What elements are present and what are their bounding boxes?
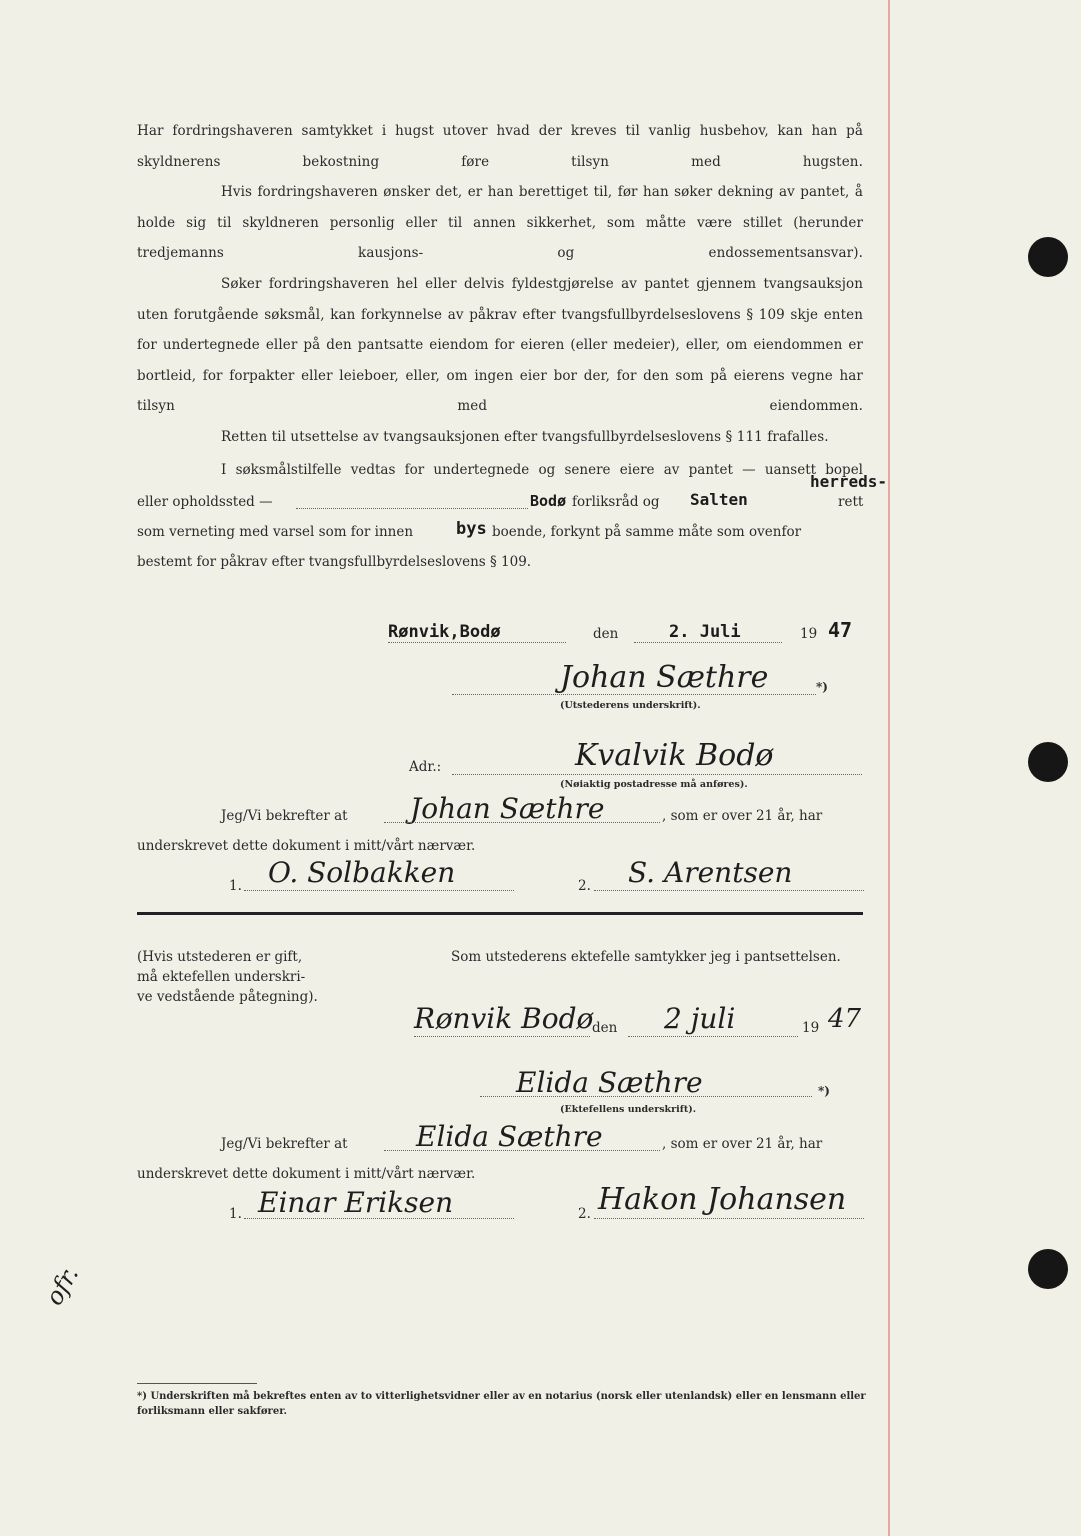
issuer-year-suffix: 47 xyxy=(828,618,853,642)
issuer-signature-mark: *) xyxy=(816,680,828,694)
venue-line-4: bestemt for påkrav efter tvangsfullbyrdelseslovens § 109. xyxy=(137,554,532,570)
spouse-signature: Elida Sæthre xyxy=(516,1066,703,1099)
issuer-confirm-name: Johan Sæthre xyxy=(410,792,605,825)
spouse-consent: Som utstederens ektefelle samtykker jeg i pantsettelsen. xyxy=(451,949,841,965)
footnote: *) Underskriften må bekreftes enten av to vitterlighetsvidner eller av en notarius (norsk eller utenlandsk) eller en lensmann eller forliksmann eller sakfører. xyxy=(137,1391,866,1417)
address-caption: (Nøiaktig postadresse må anføres). xyxy=(560,779,748,790)
venue-district: Salten xyxy=(690,490,748,509)
issuer-den-label: den xyxy=(593,626,619,642)
issuer-confirm-start: Jeg/Vi bekrefter at xyxy=(221,808,348,824)
paragraph-hugst: Har fordringshaveren samtykket i hugst utover hvad der kreves til vanlig husbehov, kan han på skyldnerens bekostning føre tilsyn med hugsten. xyxy=(137,123,863,170)
venue-herred: herreds- xyxy=(810,472,888,491)
issuer-place-dots xyxy=(388,642,566,643)
paragraph-sikkerhet: Hvis fordringshaveren ønsker det, er han berettiget til, før han søker dekning av pantet, å holde sig til skyldneren personlig eller til annen sikkerhet, som måtte være stillet (herunder tredjemanns kausjons- og endossementsansvar). xyxy=(137,184,863,261)
spouse-place: Rønvik Bodø xyxy=(414,1002,594,1035)
spouse-signature-caption: (Ektefellens underskrift). xyxy=(560,1104,697,1115)
spouse-note-line-1: (Hvis utstederen er gift, xyxy=(137,949,303,965)
footnote-rule xyxy=(137,1383,257,1384)
spouse-signature-line xyxy=(480,1096,812,1097)
issuer-date-dots xyxy=(634,642,782,643)
punch-hole-top xyxy=(1028,237,1068,277)
punch-hole-middle xyxy=(1028,742,1068,782)
issuer-place: Rønvik,Bodø xyxy=(388,622,501,642)
issuer-signature-line xyxy=(452,694,816,695)
address-value: Kvalvik Bodø xyxy=(575,738,774,773)
spouse-date-dots xyxy=(628,1036,798,1037)
spouse-witness-1-line xyxy=(244,1218,514,1219)
issuer-date: 2. Juli xyxy=(669,622,741,642)
issuer-witness-1-line xyxy=(244,890,514,891)
spouse-place-dots xyxy=(414,1036,590,1037)
venue-forliksrad: forliksråd og xyxy=(572,494,660,510)
issuer-confirm-end: , som er over 21 år, har xyxy=(662,808,823,824)
address-line xyxy=(452,774,862,775)
venue-line-2-start: eller opholdssted — xyxy=(137,494,273,510)
spouse-confirm-dots xyxy=(384,1150,660,1151)
issuer-witness-1: O. Solbakken xyxy=(268,856,456,889)
venue-rett: rett xyxy=(838,494,864,510)
venue-line-3-start: som verneting med varsel som for innen xyxy=(137,524,414,540)
issuer-confirm-dots xyxy=(384,822,660,823)
spouse-note-line-3: ve vedstående påtegning). xyxy=(137,989,318,1005)
paragraph-tvangsauksjon: Søker fordringshaveren hel eller delvis fyldestgjørelse av pantet gjennem tvangsauksjon uten forutgående søksmål, kan forkynnelse av påkrav efter tvangsfullbyrdelseslovens § 109 skje enten for undertegnede eller på den pantsatte eiendom for eieren (eller medeier), eller, om eiendommen er bortleid, for forpakter eller leieboer, eller, om ingen eier bor der, for den som på eierens vegne har tilsyn med eiendommen. xyxy=(137,276,863,414)
issuer-witness-1-number: 1. xyxy=(229,878,242,894)
spouse-confirm-name: Elida Sæthre xyxy=(416,1120,603,1153)
spouse-confirm-start: Jeg/Vi bekrefter at xyxy=(221,1136,348,1152)
venue-dotted-line xyxy=(296,508,528,509)
issuer-signature-caption: (Utstederens underskrift). xyxy=(560,700,701,711)
spouse-witness-2-number: 2. xyxy=(578,1206,591,1222)
issuer-year-prefix: 19 xyxy=(800,626,818,642)
spouse-year-prefix: 19 xyxy=(802,1020,820,1036)
venue-line-1: I søksmålstilfelle vedtas for undertegnede og senere eiere av pantet — uansett bopel xyxy=(221,462,863,478)
spouse-witness-1: Einar Eriksen xyxy=(258,1186,454,1219)
venue-bys: bys xyxy=(456,519,487,539)
spouse-witness-1-number: 1. xyxy=(229,1206,242,1222)
punch-hole-bottom xyxy=(1028,1249,1068,1289)
spouse-date: 2 juli xyxy=(664,1002,736,1035)
spouse-confirm-end: , som er over 21 år, har xyxy=(662,1136,823,1152)
venue-city: Bodø xyxy=(530,492,567,510)
spouse-den-label: den xyxy=(592,1020,618,1036)
address-label: Adr.: xyxy=(409,759,442,775)
spouse-note-line-2: må ektefellen underskri- xyxy=(137,969,306,985)
spouse-witness-2: Hakon Johansen xyxy=(598,1182,847,1217)
spouse-witness-2-line xyxy=(594,1218,864,1219)
venue-line-3-end: boende, forkynt på samme måte som ovenfor xyxy=(492,524,802,540)
issuer-witness-2-number: 2. xyxy=(578,878,591,894)
issuer-signature: Johan Sæthre xyxy=(560,660,769,695)
issuer-witness-2-line xyxy=(594,890,864,891)
margin-initials: ofr. xyxy=(40,1261,85,1310)
spouse-signature-mark: *) xyxy=(818,1084,830,1098)
spouse-year: 47 xyxy=(828,1004,862,1034)
paragraph-utsettelse: Retten til utsettelse av tvangsauksjonen efter tvangsfullbyrdelseslovens § 111 frafalles. xyxy=(221,429,829,445)
margin-line xyxy=(888,0,890,1536)
spouse-confirm-line-2: underskrevet dette dokument i mitt/vårt nærvær. xyxy=(137,1166,476,1182)
issuer-witness-2: S. Arentsen xyxy=(628,856,793,889)
section-divider xyxy=(137,912,863,915)
issuer-confirm-line-2: underskrevet dette dokument i mitt/vårt nærvær. xyxy=(137,838,476,854)
